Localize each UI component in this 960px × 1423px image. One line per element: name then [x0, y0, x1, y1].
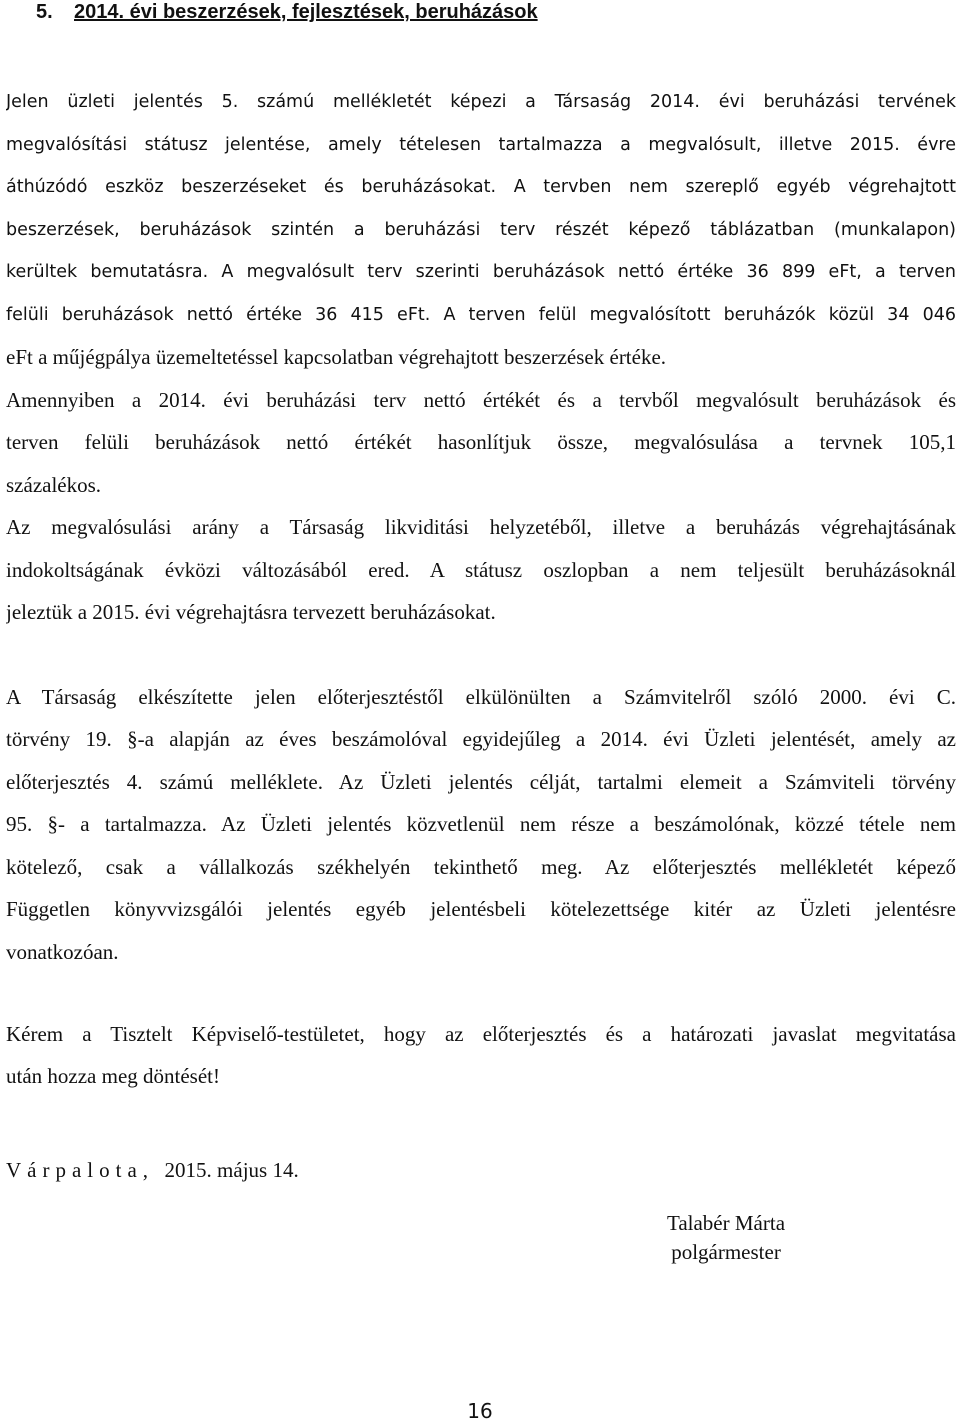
- text-line: eFt a műjégpálya üzemeltetéssel kapcsolatban végrehajtott beszerzések értéke.: [6, 345, 667, 369]
- text-line: Az megvalósulási arány a Társaság likviditási helyzetéből, illetve a beruházás végrehajtásának: [6, 515, 956, 539]
- signature-name: Talabér Márta: [666, 1211, 786, 1235]
- text-line: Kérem a Tisztelt Képviselő-testületet, hogy az előterjesztés és a határozati javaslat megvitatása: [6, 1022, 956, 1046]
- text-line: előterjesztés 4. számú melléklete. Az Üzleti jelentés célját, tartalmi elemeit a Számviteli törvény: [6, 770, 956, 794]
- text-line: 95. §- a tartalmazza. Az Üzleti jelentés közvetlenül nem része a beszámolónak, közzé tétele nem: [6, 812, 956, 836]
- text-line: Független könyvvizsgálói jelentés egyéb jelentésbeli kötelezettsége kitér az Üzleti jelentésre: [6, 897, 956, 921]
- section-number: 5.: [36, 1, 53, 23]
- date: 2015. május 14.: [164, 1158, 299, 1182]
- text-line: kötelező, csak a vállalkozás székhelyén tekinthető meg. Az előterjesztés mellékletét képező: [6, 855, 956, 879]
- text-line: százalékos.: [6, 473, 102, 497]
- section-title: 2014. évi beszerzések, fejlesztések, beruházások: [74, 1, 538, 23]
- text-line: A Társaság elkészítette jelen előterjesztéstől elkülönülten a Számvitelről szóló 2000. évi C.: [6, 685, 956, 709]
- place: Várpalota,: [6, 1158, 155, 1182]
- text-line: kerültek bemutatásra. A megvalósult terv szerinti beruházások nettó értéke 36 899 eFt, a terven: [6, 262, 956, 282]
- signature-title: polgármester: [671, 1240, 781, 1264]
- text-line: Amennyiben a 2014. évi beruházási terv nettó értékét és a tervből megvalósult beruházások és: [6, 388, 956, 412]
- page-number: 16: [467, 1399, 493, 1423]
- text-line: beszerzések, beruházások szintén a beruházási terv részét képező táblázatban (munkalapon): [6, 220, 956, 240]
- text-line: vonatkozóan.: [6, 940, 119, 964]
- text-line: jeleztük a 2015. évi végrehajtásra tervezett beruházásokat.: [6, 600, 496, 624]
- place-date: [6, 1158, 299, 1183]
- text-line: Jelen üzleti jelentés 5. számú mellékletét képezi a Társaság 2014. évi beruházási tervének: [6, 92, 956, 112]
- text-line: áthúzódó eszköz beszerzéseket és beruházásokat. A tervben nem szereplő egyéb végrehajtott: [6, 177, 956, 197]
- text-line: indokoltságának évközi változásából ered. A státusz oszlopban a nem teljesült beruházásoknál: [6, 558, 956, 582]
- text-line: után hozza meg döntését!: [6, 1064, 220, 1088]
- text-line: felüli beruházások nettó értéke 36 415 eFt. A terven felül megvalósított beruházók közül 34 046: [6, 305, 956, 325]
- text-line: megvalósítási státusz jelentése, amely tételesen tartalmazza a megvalósult, illetve 2015. évre: [6, 135, 956, 155]
- text-line: terven felüli beruházások nettó értékét hasonlítjuk össze, megvalósulása a tervnek 105,1: [6, 430, 956, 454]
- text-line: törvény 19. §-a alapján az éves beszámolóval egyidejűleg a 2014. évi Üzleti jelentését, amely az: [6, 727, 956, 751]
- section-heading: [36, 0, 538, 24]
